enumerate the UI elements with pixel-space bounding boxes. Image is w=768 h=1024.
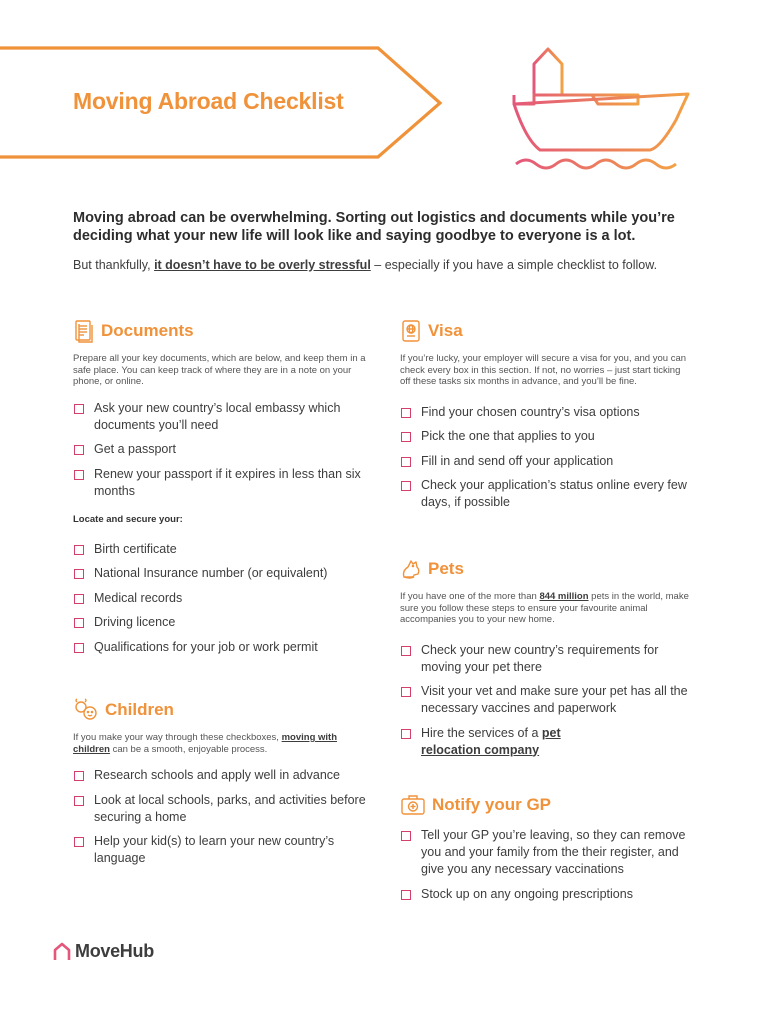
list-item: Visit your vet and make sure your pet has all the necessary vaccines and paperwork [400, 683, 690, 717]
list-item: Ask your new country’s local embassy which documents you’ll need [73, 400, 373, 434]
visa-section [400, 317, 690, 519]
checkbox[interactable] [401, 831, 411, 841]
list-item: Find your chosen country’s visa options [400, 404, 690, 421]
passport-icon [400, 319, 422, 343]
visa-description: If you’re lucky, your employer will secure a visa for you, and you can check every box in this section. If not, no worries – just start ticking off these tasks six months in advance, and you’ll be fine. [400, 353, 687, 387]
medical-kit-icon [400, 793, 426, 817]
pets-title: Pets [428, 559, 464, 578]
list-item: Help your kid(s) to learn your new country’s language [73, 833, 373, 867]
list-item: Tell your GP you’re leaving, so they can remove you and your family from the their register, and give you any necessary vaccinations [400, 827, 690, 878]
documents-title: Documents [101, 321, 194, 340]
checkbox[interactable] [74, 796, 84, 806]
checkbox[interactable] [401, 687, 411, 697]
list-item: Pick the one that applies to you [400, 428, 690, 445]
pets-section [400, 555, 690, 766]
checkbox[interactable] [401, 646, 411, 656]
list-item: Qualifications for your job or work permit [73, 639, 373, 656]
list-item: National Insurance number (or equivalent) [73, 565, 373, 582]
ship-illustration [500, 40, 700, 190]
list-item: Fill in and send off your application [400, 453, 690, 470]
checkbox[interactable] [401, 457, 411, 467]
checkbox[interactable] [74, 618, 84, 628]
pet-statistic-link[interactable]: 844 million [539, 591, 589, 602]
page-title: Moving Abroad Checklist [73, 88, 344, 114]
pet-relocation-link[interactable]: pet relocation company [421, 725, 561, 757]
checkbox[interactable] [74, 470, 84, 480]
checkbox[interactable] [401, 432, 411, 442]
documents-description: Prepare all your key documents, which are below, and keep them in a safe place. You can keep track of where they are in a note on your phone, or online. [73, 353, 366, 387]
checkbox[interactable] [401, 729, 411, 739]
children-title: Children [105, 700, 174, 719]
checkbox[interactable] [74, 404, 84, 414]
children-description: If you make your way through these checkboxes, moving with children can be a smooth, enjoyable process. [73, 732, 338, 755]
pets-description: If you have one of the more than 844 million pets in the world, make sure you follow these steps to ensure your favourite animal accompanies you to your new home. [400, 591, 689, 625]
checkbox[interactable] [74, 643, 84, 653]
stress-link[interactable]: it doesn’t have to be overly stressful [154, 258, 371, 272]
list-item: Check your application’s status online every few days, if possible [400, 477, 690, 511]
checkbox[interactable] [401, 481, 411, 491]
list-item: Driving licence [73, 614, 373, 631]
documents-section [73, 317, 373, 663]
pet-icon [400, 557, 422, 581]
logo-text: MoveHub [75, 941, 154, 961]
checkbox[interactable] [74, 594, 84, 604]
checkbox[interactable] [401, 408, 411, 418]
intro-text: Moving abroad can be overwhelming. Sorting out logistics and documents while you’re deciding what your new life will look like and saying goodbye to everyone is a lot. [73, 210, 675, 244]
moving-with-children-link[interactable]: moving with children [73, 732, 338, 755]
documents-subheading: Locate and secure your: [73, 513, 183, 525]
list-item: Birth certificate [73, 541, 373, 558]
list-item: Check your new country’s requirements for moving your pet there [400, 642, 690, 676]
document-icon [73, 319, 95, 343]
checkbox[interactable] [74, 445, 84, 455]
checkbox[interactable] [74, 569, 84, 579]
list-item: Medical records [73, 590, 373, 607]
list-item: Stock up on any ongoing prescriptions [400, 886, 690, 903]
list-item: Renew your passport if it expires in less than six months [73, 466, 373, 500]
list-item: Get a passport [73, 441, 373, 458]
list-item: Research schools and apply well in advance [73, 767, 373, 784]
visa-title: Visa [428, 321, 463, 340]
list-item: Look at local schools, parks, and activities before securing a home [73, 792, 373, 826]
children-section [73, 696, 373, 875]
gp-section [400, 791, 690, 910]
checkbox[interactable] [401, 890, 411, 900]
list-item: Hire the services of a pet relocation company [400, 725, 581, 759]
checkbox[interactable] [74, 771, 84, 781]
checkbox[interactable] [74, 545, 84, 555]
checkbox[interactable] [74, 837, 84, 847]
house-icon [52, 942, 72, 962]
movehub-logo[interactable] [52, 941, 154, 962]
children-icon [73, 698, 99, 722]
intro-subtext: But thankfully, it doesn’t have to be overly stressful – especially if you have a simple checklist to follow. [73, 258, 658, 272]
gp-title: Notify your GP [432, 795, 552, 814]
